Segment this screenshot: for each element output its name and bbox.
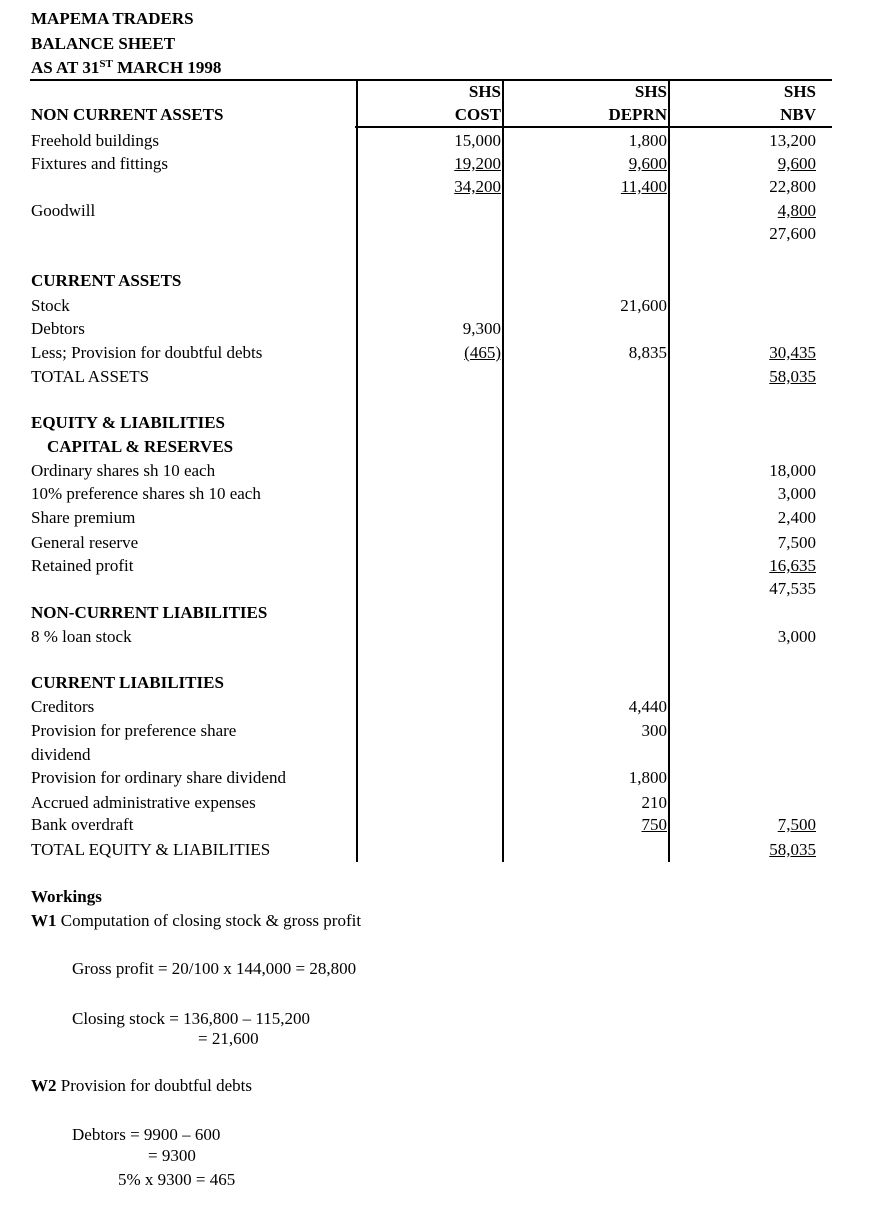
equity-row-value: 7,500 bbox=[777, 533, 816, 552]
col-nbv-currency: SHS bbox=[783, 82, 816, 101]
equity-row-label: Ordinary shares sh 10 each bbox=[31, 461, 216, 480]
column-header-rule bbox=[355, 126, 832, 128]
cl-heading: CURRENT LIABILITIES bbox=[31, 673, 224, 692]
nca-row-deprn: 9,600 bbox=[628, 154, 667, 173]
creditors-label: Creditors bbox=[31, 697, 95, 716]
debtors-value: 9,300 bbox=[462, 319, 501, 338]
total-assets-value: 58,035 bbox=[769, 367, 816, 386]
nca-row-cost: 15,000 bbox=[454, 131, 501, 150]
nca-row-deprn: 1,800 bbox=[628, 131, 667, 150]
statement-title: BALANCE SHEET bbox=[31, 34, 176, 53]
overdraft-label: Bank overdraft bbox=[31, 815, 134, 834]
total-assets-label: TOTAL ASSETS bbox=[31, 367, 150, 386]
creditors-value: 4,440 bbox=[628, 697, 667, 716]
nca-subtotal-cost: 34,200 bbox=[454, 177, 501, 196]
w2-debtors-result: = 9300 bbox=[148, 1146, 196, 1165]
stock-value: 21,600 bbox=[620, 296, 667, 315]
provision-value: (465) bbox=[464, 343, 501, 362]
title-rule bbox=[30, 79, 832, 81]
w2-title: W2 Provision for doubtful debts bbox=[31, 1076, 252, 1095]
loan-stock-label: 8 % loan stock bbox=[31, 627, 132, 646]
nca-row-cost: 19,200 bbox=[454, 154, 501, 173]
ca-heading: CURRENT ASSETS bbox=[31, 271, 182, 290]
capital-subheading: CAPITAL & RESERVES bbox=[47, 437, 234, 456]
goodwill-label: Goodwill bbox=[31, 201, 96, 220]
loan-stock-value: 3,000 bbox=[777, 627, 816, 646]
grand-total-value: 58,035 bbox=[769, 840, 816, 859]
col-nbv-label: NBV bbox=[780, 105, 816, 124]
debtors-label: Debtors bbox=[31, 319, 85, 338]
provision-label: Less; Provision for doubtful debts bbox=[31, 343, 263, 362]
nca-subtotal-deprn: 11,400 bbox=[620, 177, 667, 196]
ord-dividend-label: Provision for ordinary share dividend bbox=[31, 768, 286, 787]
workings-heading: Workings bbox=[31, 887, 102, 906]
ord-dividend-value: 1,800 bbox=[628, 768, 667, 787]
nca-row-nbv: 13,200 bbox=[769, 131, 816, 150]
equity-total: 47,535 bbox=[769, 579, 816, 598]
col-cost-currency: SHS bbox=[468, 82, 501, 101]
nca-heading: NON CURRENT ASSETS bbox=[31, 105, 224, 124]
equity-row-value: 2,400 bbox=[777, 508, 816, 527]
stock-label: Stock bbox=[31, 296, 70, 315]
equity-row-label: General reserve bbox=[31, 533, 139, 552]
cl-total: 7,500 bbox=[777, 815, 816, 834]
equity-row-value: 18,000 bbox=[769, 461, 816, 480]
w1-closing-stock: Closing stock = 136,800 – 115,200 bbox=[72, 1009, 310, 1028]
overdraft-value: 750 bbox=[641, 815, 667, 834]
pref-dividend-label-cont: dividend bbox=[31, 745, 91, 764]
goodwill-nbv: 4,800 bbox=[777, 201, 816, 220]
w1-closing-stock-result: = 21,600 bbox=[198, 1029, 259, 1048]
nca-row-nbv: 9,600 bbox=[777, 154, 816, 173]
equity-row-value: 3,000 bbox=[777, 484, 816, 503]
nca-row-label: Fixtures and fittings bbox=[31, 154, 168, 173]
column-rule-2 bbox=[502, 80, 504, 862]
company-name: MAPEMA TRADERS bbox=[31, 9, 194, 28]
w2-debtors: Debtors = 9900 – 600 bbox=[72, 1125, 221, 1144]
column-rule-3 bbox=[668, 80, 670, 862]
grand-total-label: TOTAL EQUITY & LIABILITIES bbox=[31, 840, 271, 859]
debtors-net: 8,835 bbox=[628, 343, 667, 362]
ca-total: 30,435 bbox=[769, 343, 816, 362]
col-cost-label: COST bbox=[454, 105, 501, 124]
w1-title: W1 Computation of closing stock & gross profit bbox=[31, 911, 362, 930]
accrued-label: Accrued administrative expenses bbox=[31, 793, 256, 812]
equity-row-label: 10% preference shares sh 10 each bbox=[31, 484, 261, 503]
column-rule-1 bbox=[356, 80, 358, 862]
nca-row-label: Freehold buildings bbox=[31, 131, 159, 150]
pref-dividend-label: Provision for preference share bbox=[31, 721, 237, 740]
equity-heading: EQUITY & LIABILITIES bbox=[31, 413, 225, 432]
equity-row-label: Share premium bbox=[31, 508, 136, 527]
w2-provision-calc: 5% x 9300 = 465 bbox=[118, 1170, 236, 1189]
pref-dividend-value: 300 bbox=[641, 721, 667, 740]
statement-date: AS AT 31ST MARCH 1998 bbox=[31, 58, 222, 77]
w1-gross-profit: Gross profit = 20/100 x 144,000 = 28,800 bbox=[72, 959, 357, 978]
nca-subtotal-nbv: 22,800 bbox=[769, 177, 816, 196]
col-deprn-label: DEPRN bbox=[608, 105, 667, 124]
equity-row-label: Retained profit bbox=[31, 556, 134, 575]
accrued-value: 210 bbox=[641, 793, 667, 812]
equity-row-value: 16,635 bbox=[769, 556, 816, 575]
nca-total-nbv: 27,600 bbox=[769, 224, 816, 243]
col-deprn-currency: SHS bbox=[634, 82, 667, 101]
ncl-heading: NON-CURRENT LIABILITIES bbox=[31, 603, 268, 622]
